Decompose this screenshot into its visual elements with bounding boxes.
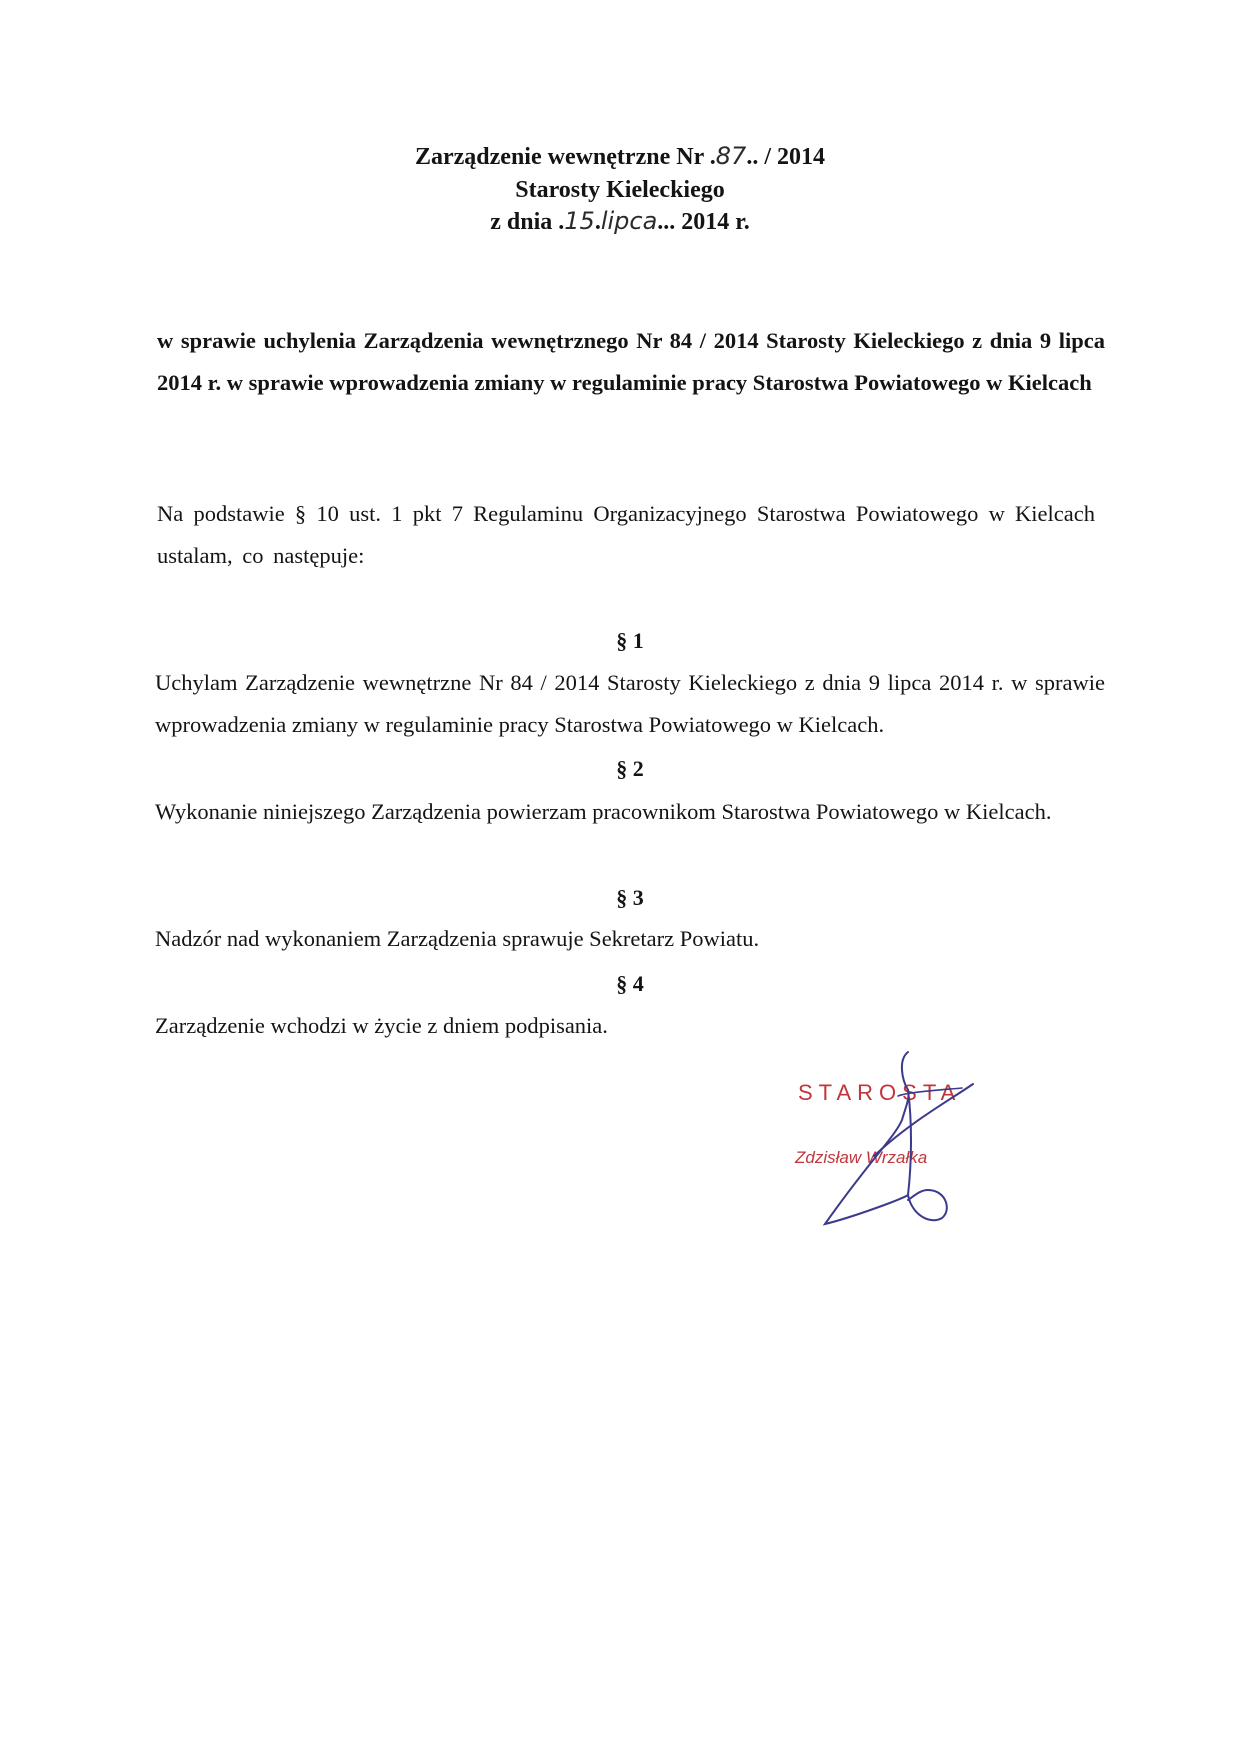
official-stamp	[790, 1050, 990, 1250]
section-text-4: Zarządzenie wchodzi w życie z dniem podpisania.	[155, 1013, 608, 1038]
header-title: Zarządzenie wewnętrzne Nr	[414, 144, 704, 170]
header-issuer: Starosty Kieleckiego	[515, 177, 725, 203]
date-prefix: z dnia	[490, 209, 553, 235]
handwritten-day: 15	[564, 207, 595, 235]
date-dot-mid: .	[594, 209, 601, 235]
number-dots-after: ..	[746, 144, 759, 170]
header-year: / 2014	[764, 144, 825, 170]
handwritten-signature	[790, 1050, 990, 1250]
section-mark-4: § 4	[616, 971, 644, 996]
subject-paragraph: w sprawie uchylenia Zarządzenia wewnętrznego Nr 84 / 2014 Starosty Kieleckiego z dnia 9 lipca 2014 r. w sprawie wprowadzenia zmiany w regulaminie pracy Starostwa Powiatowego w Kielcach	[157, 328, 1105, 395]
section-mark-2: § 2	[616, 756, 644, 781]
legal-basis-paragraph: Na podstawie § 10 ust. 1 pkt 7 Regulaminu Organizacyjnego Starostwa Powiatowego w Kielcach ustalam, co następuje:	[157, 501, 1095, 568]
section-text-2: Wykonanie niniejszego Zarządzenia powierzam pracownikom Starostwa Powiatowego w Kielcach.	[155, 799, 1052, 824]
handwritten-number: 87	[715, 142, 747, 170]
number-dots-before: .	[709, 144, 716, 170]
header-line-3	[0, 206, 1240, 237]
date-dots-after: ...	[657, 209, 676, 235]
section-text-1: Uchylam Zarządzenie wewnętrzne Nr 84 / 2014 Starosty Kieleckiego z dnia 9 lipca 2014 r. w sprawie wprowadzenia zmiany w regulaminie pracy Starostwa Powiatowego w Kielcach.	[155, 670, 1105, 737]
section-mark-3: § 3	[616, 885, 644, 910]
handwritten-month: lipca	[600, 207, 658, 235]
section-mark-1: § 1	[616, 628, 644, 653]
header-line-2	[0, 175, 1240, 205]
stamp-title: STAROSTA	[798, 1080, 962, 1105]
date-dots-before: .	[558, 209, 565, 235]
date-suffix: 2014 r.	[681, 209, 750, 235]
stamp-name: Zdzisław Wrzałka	[795, 1148, 928, 1167]
section-text-3: Nadzór nad wykonaniem Zarządzenia sprawuje Sekretarz Powiatu.	[155, 926, 760, 951]
header-line-1	[0, 141, 1240, 172]
